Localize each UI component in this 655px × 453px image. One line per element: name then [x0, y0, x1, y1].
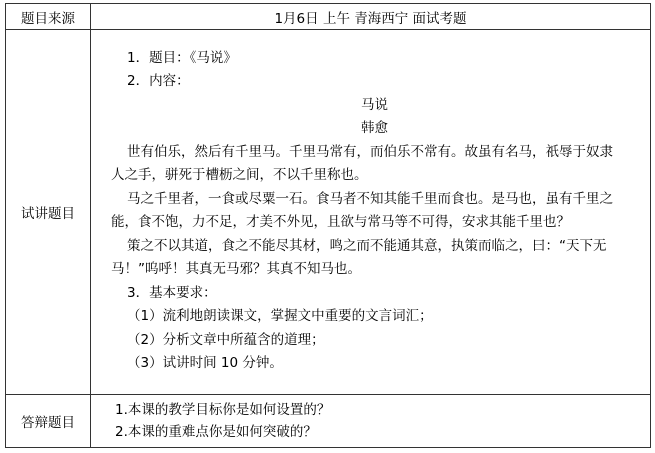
defense-label: 答辩题目 — [6, 395, 91, 448]
content-label: 2．内容： — [127, 73, 190, 89]
defense-question-2: 2.本课的重难点你是如何突破的？ — [115, 424, 317, 440]
lecture-content — [91, 30, 651, 395]
para3-line2: 马！”呜呼！其真无马邪？其真不知马也。 — [111, 261, 361, 277]
requirement-3: （3）试讲时间 10 分钟。 — [127, 355, 283, 371]
para1-line2: 人之手，骈死于槽枥之间，不以千里称也。 — [111, 167, 368, 183]
source-value: 1月6日 上午 青海西宁 面试考题 — [91, 4, 651, 30]
requirements-label: 3．基本要求： — [127, 284, 217, 301]
para2-line2: 能，食不饱，力不足，才美不外见，且欲与常马等不可得，安求其能千里也？ — [111, 214, 570, 230]
source-label: 题目来源 — [6, 4, 91, 30]
para3-line1: 策之不以其道，食之不能尽其材，鸣之而不能通其意，执策而临之，曰：“天下无 — [127, 237, 607, 254]
para1-line1: 世有伯乐，然后有千里马。千里马常有，而伯乐不常有。故虽有名马，祇辱于奴隶 — [127, 143, 613, 160]
exam-table — [5, 3, 651, 448]
defense-row — [6, 395, 651, 448]
header-row — [6, 4, 651, 30]
poem-author: 韩愈 — [361, 120, 388, 136]
poem-title: 马说 — [361, 96, 388, 113]
requirement-1: （1）流利地朗读课文，掌握文中重要的文言词汇； — [127, 308, 433, 324]
requirement-2: （2）分析文章中所蕴含的道理； — [127, 331, 325, 348]
defense-question-1: 1.本课的教学目标你是如何设置的？ — [115, 402, 331, 418]
lecture-row — [6, 30, 651, 395]
defense-content — [91, 395, 651, 448]
topic-line: 1．题目：《马说》 — [127, 49, 237, 66]
para2-line1: 马之千里者，一食或尽粟一石。食马者不知其能千里而食也。是马也，虽有千里之 — [127, 190, 613, 207]
lecture-label: 试讲题目 — [6, 30, 91, 395]
